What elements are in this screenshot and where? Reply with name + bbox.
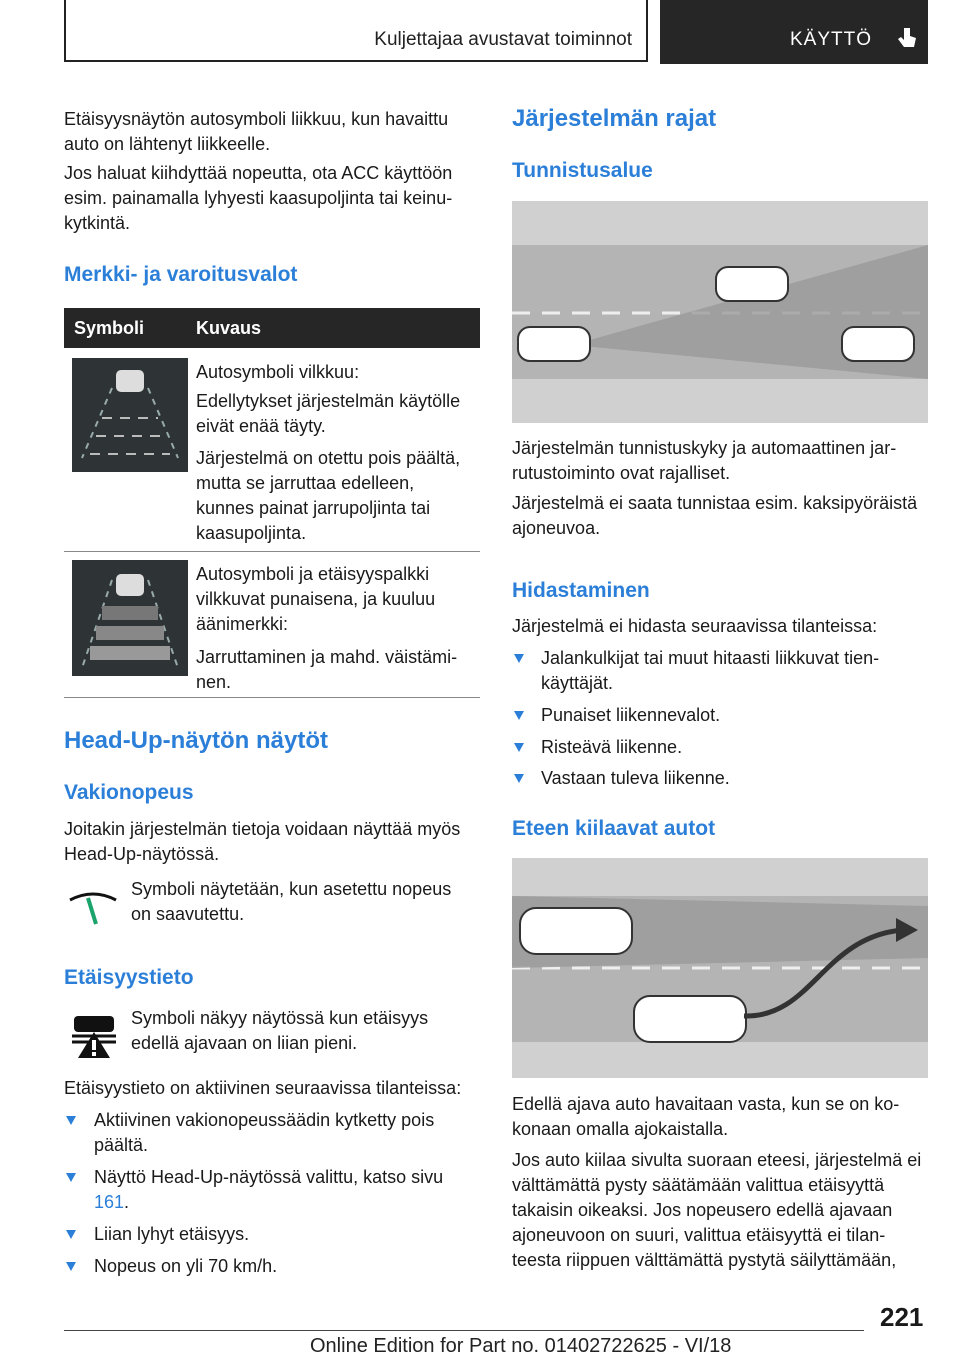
table-col-symboli: Symboli bbox=[74, 318, 145, 338]
detection-area-illustration bbox=[512, 201, 928, 423]
bullet-arrow-icon bbox=[514, 711, 524, 720]
eteen-text-2: Jos auto kiilaa sivulta suoraan eteesi, järjestelmä ei välttämättä pysty säätämään valittua etäisyyttä takaisin oikeaksi. Jos nopeusero edellä ajavaan ajoneuvoon on suuri, valittua etäisyyttä ei tilanteesta riippuen välttämättä pystytä säilyttämään, bbox=[512, 1150, 922, 1270]
etais-bullet-4: Nopeus on yli 70 km/h. bbox=[94, 1256, 278, 1276]
footer-rule bbox=[64, 1330, 864, 1331]
page-link-161[interactable]: 161 bbox=[94, 1192, 125, 1212]
eteen-heading: Eteen kiilaavat autot bbox=[512, 817, 716, 840]
row1-line2: Edellytykset järjestelmän käytölle eivät enää täyty. bbox=[196, 391, 461, 436]
bullet-arrow-icon bbox=[514, 654, 524, 663]
distance-warning-icon bbox=[68, 1008, 120, 1060]
intro-paragraph-1: Etäisyysnäytön autosymboli liikkuu, kun havaittu auto on lähtenyt liikkeelle. bbox=[64, 109, 449, 154]
etais-text: Etäisyystieto on aktiivinen seuraavissa tilanteissa: bbox=[64, 1078, 462, 1098]
car-distance-bar-icon bbox=[72, 560, 188, 676]
bullet-arrow-icon bbox=[514, 774, 524, 783]
tunnistus-text-1: Järjestelmän tunnistuskyky ja automaattinen jarrutustoiminto ovat rajalliset. bbox=[512, 438, 897, 483]
hidast-bullet-2: Punaiset liikennevalot. bbox=[541, 705, 721, 725]
hidast-bullet-3: Risteävä liikenne. bbox=[541, 737, 683, 757]
footer-edition: Online Edition for Part no. 01402722625 - VI/18 bbox=[310, 1335, 732, 1357]
table-bottom-rule bbox=[64, 697, 480, 698]
row1-line1: Autosymboli vilkkuu: bbox=[196, 362, 360, 382]
bullet-arrow-icon bbox=[66, 1116, 76, 1125]
row1-line3: Järjestelmä on otettu pois päältä, mutta se jarruttaa edelleen, kunnes painat jarrupoljinta tai kaasupoljinta. bbox=[196, 448, 461, 543]
table-header bbox=[64, 308, 480, 348]
etais-bullet-3: Liian lyhyt etäisyys. bbox=[94, 1224, 250, 1244]
merkki-heading: Merkki- ja varoitusvalot bbox=[64, 263, 298, 286]
page-header bbox=[64, 0, 928, 64]
intro-paragraph-2: Jos haluat kiihdyttää nopeutta, ota ACC käyttöön esim. painamalla lyhyesti kaasupoljinta tai keinukytkintä. bbox=[64, 163, 453, 233]
bullet-arrow-icon bbox=[66, 1230, 76, 1239]
rajat-heading: Järjestelmän rajat bbox=[512, 105, 717, 132]
car-symbol-flashing-icon bbox=[72, 358, 188, 472]
bullet-arrow-icon bbox=[66, 1173, 76, 1182]
speed-reached-icon bbox=[66, 880, 120, 928]
header-section-box bbox=[64, 0, 648, 62]
table-col-kuvaus: Kuvaus bbox=[196, 318, 262, 338]
row2-line1: Autosymboli ja etäisyyspalkki vilkkuvat punaisena, ja kuuluu äänimerkki: bbox=[196, 564, 436, 634]
bullet-arrow-icon bbox=[66, 1262, 76, 1271]
eteen-text-1: Edellä ajava auto havaitaan vasta, kun se on kokonaan omalla ajokaistalla. bbox=[512, 1094, 900, 1139]
table-divider bbox=[64, 551, 480, 552]
hud-heading: Head-Up-näytön näytöt bbox=[64, 727, 328, 754]
header-section-title: Kuljettajaa avustavat toiminnot bbox=[374, 29, 632, 50]
vakio-heading: Vakionopeus bbox=[64, 781, 194, 804]
hidast-bullet-4: Vastaan tuleva liikenne. bbox=[541, 768, 730, 788]
header-tab-label: KÄYTTÖ bbox=[790, 29, 873, 50]
etais-heading: Etäisyystieto bbox=[64, 966, 194, 989]
hidast-text: Järjestelmä ei hidasta seuraavissa tilanteissa: bbox=[512, 616, 878, 636]
hidast-heading: Hidastaminen bbox=[512, 579, 650, 602]
etais-symbol-text: Symboli näkyy näytössä kun etäisyys edellä ajavaan on liian pieni. bbox=[131, 1008, 429, 1053]
hidast-bullet-1: Jalankulkijat tai muut hitaasti liikkuvat tienkäyttäjät. bbox=[541, 648, 880, 693]
cut-in-illustration bbox=[512, 858, 928, 1078]
vakio-symbol-text: Symboli näytetään, kun asetettu nopeus on saavutettu. bbox=[131, 879, 452, 924]
etais-bullet-1: Aktiivinen vakionopeussäädin kytketty pois päältä. bbox=[94, 1110, 435, 1155]
row2-line2: Jarruttaminen ja mahd. väistäminen. bbox=[196, 647, 458, 692]
hand-pointer-icon bbox=[896, 26, 920, 54]
header-tab[interactable] bbox=[660, 0, 928, 64]
tunnistus-heading: Tunnistusalue bbox=[512, 159, 653, 182]
bullet-arrow-icon bbox=[514, 743, 524, 752]
page-number: 221 bbox=[880, 1302, 924, 1332]
tunnistus-text-2: Järjestelmä ei saata tunnistaa esim. kaksipyöräistä ajoneuvoa. bbox=[512, 493, 918, 538]
etais-bullet-2: Näyttö Head-Up-näytössä valittu, katso sivu 161. bbox=[94, 1167, 444, 1212]
vakio-text: Joitakin järjestelmän tietoja voidaan näyttää myös Head-Up-näytössä. bbox=[64, 819, 461, 864]
